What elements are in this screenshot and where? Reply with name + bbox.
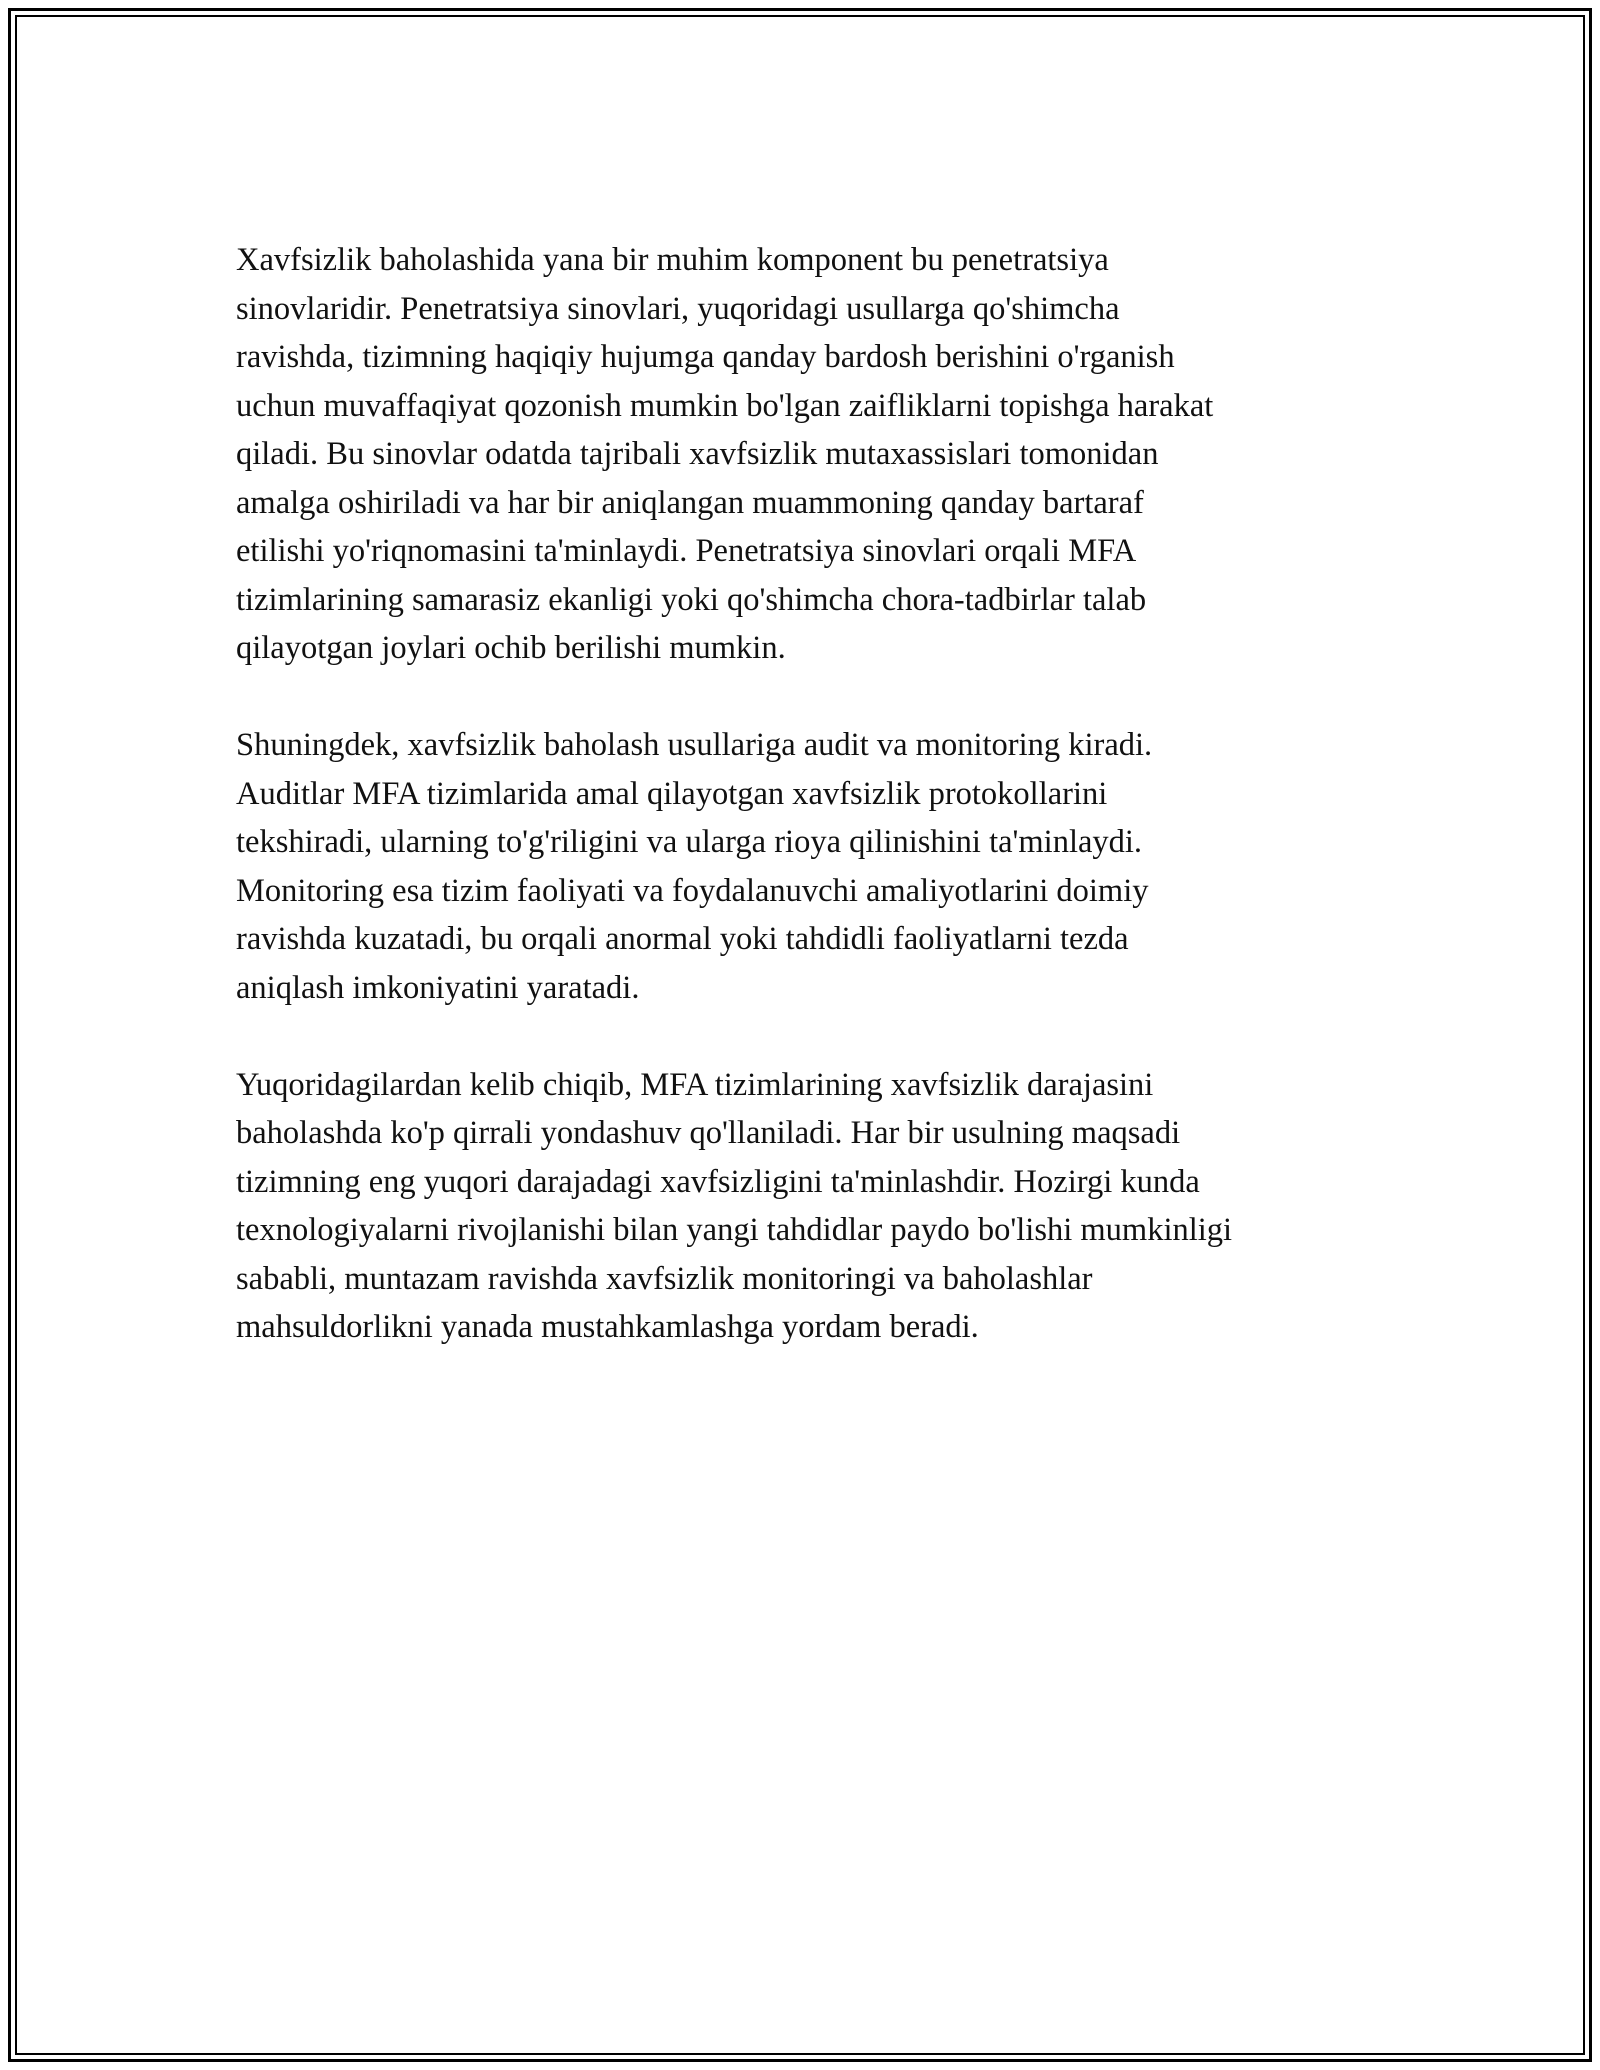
text-line: Xavfsizlik baholashida yana bir muhim komponent bu penetratsiya — [236, 242, 1109, 278]
text-line: tizimning eng yuqori darajadagi xavfsizligini ta'minlashdir. Hozirgi kunda — [236, 1163, 1200, 1200]
text-line: uchun muvaffaqiyat qozonish mumkin bo'lgan zaifliklarni topishga harakat — [236, 387, 1214, 424]
paragraph-2 — [236, 721, 1416, 1012]
document-body — [236, 236, 1416, 1352]
text-line: qiladi. Bu sinovlar odatda tajribali xavfsizlik mutaxassislari tomonidan — [236, 436, 1159, 472]
text-line: tizimlarining samarasiz ekanligi yoki qo'shimcha chora-tadbirlar talab — [236, 581, 1147, 618]
text-line: baholashda ko'p qirrali yondashuv qo'llaniladi. Har bir usulning maqsadi — [236, 1115, 1181, 1151]
text-line: amalga oshiriladi va har bir aniqlangan muammoning qanday bartaraf — [236, 484, 1144, 521]
paragraph-1 — [236, 236, 1416, 673]
text-line: Yuqoridagilardan kelib chiqib, MFA tizimlarining xavfsizlik darajasini — [236, 1066, 1154, 1103]
text-line: sinovlaridir. Penetratsiya sinovlari, yuqoridagi usullarga qo'shimcha — [236, 290, 1120, 327]
text-line: sababli, muntazam ravishda xavfsizlik monitoringi va baholashlar — [236, 1260, 1093, 1297]
text-line: tekshiradi, ularning to'g'riligini va ularga rioya qilinishini ta'minlaydi. — [236, 824, 1143, 860]
text-line: ravishda kuzatadi, bu orqali anormal yoki tahdidli faoliyatlarni tezda — [236, 921, 1129, 957]
text-line: texnologiyalarni rivojlanishi bilan yangi tahdidlar paydo bo'lishi mumkinligi — [236, 1212, 1233, 1248]
text-line: qilayotgan joylari ochib berilishi mumkin. — [236, 630, 786, 666]
text-line: Shuningdek, xavfsizlik baholash usullariga audit va monitoring kiradi. — [236, 727, 1153, 763]
text-line: ravishda, tizimning haqiqiy hujumga qanday bardosh berishini o'rganish — [236, 339, 1175, 375]
page-frame — [8, 8, 1592, 2062]
text-line: Monitoring esa tizim faoliyati va foydalanuvchi amaliyotlarini doimiy — [236, 872, 1149, 909]
text-line: etilishi yo'riqnomasini ta'minlaydi. Penetratsiya sinovlari orqali MFA — [236, 533, 1137, 569]
text-line: Auditlar MFA tizimlarida amal qilayotgan xavfsizlik protokollarini — [236, 775, 1108, 812]
paragraph-3 — [236, 1061, 1416, 1352]
text-line: mahsuldorlikni yanada mustahkamlashga yordam beradi. — [236, 1309, 979, 1345]
text-line: aniqlash imkoniyatini yaratadi. — [236, 969, 640, 1006]
